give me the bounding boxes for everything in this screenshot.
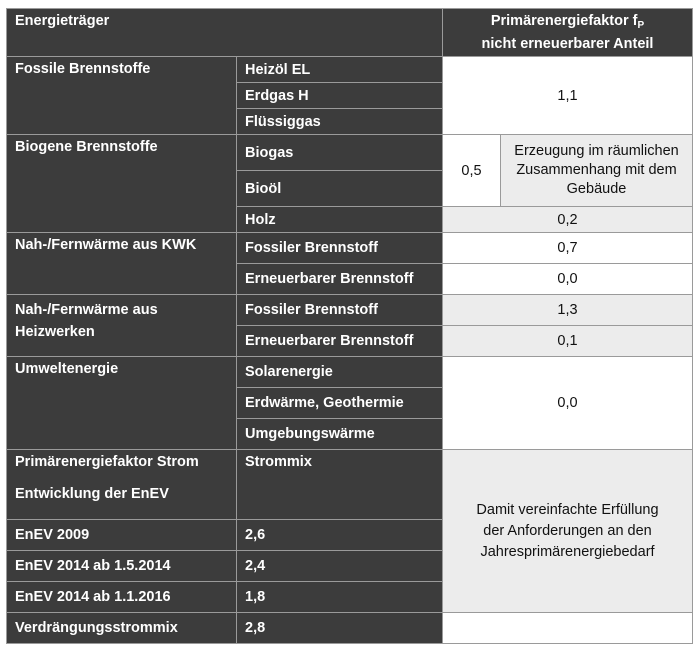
group-biogen: Biogene Brennstoffe bbox=[7, 135, 237, 233]
item-heizwerk-erneuerbar: Erneuerbarer Brennstoff bbox=[237, 326, 443, 357]
header-factor-subscript: P bbox=[637, 19, 645, 31]
item-umgebungswaerme: Umgebungswärme bbox=[237, 419, 443, 450]
item-solar: Solarenergie bbox=[237, 357, 443, 388]
enev-2009-label: EnEV 2009 bbox=[7, 520, 237, 551]
group-heizwerk: Nah-/Fernwärme aus Heizwerken bbox=[7, 295, 237, 357]
group-umwelt: Umweltenergie bbox=[7, 357, 237, 450]
value-kwk-fossil: 0,7 bbox=[443, 233, 693, 264]
strom-sublabel: Entwicklung der EnEV bbox=[15, 486, 169, 502]
header-row bbox=[7, 9, 693, 57]
item-fluessiggas: Flüssiggas bbox=[237, 109, 443, 135]
table-row bbox=[7, 613, 693, 644]
verdraengung-value: 2,8 bbox=[237, 613, 443, 644]
group-kwk: Nah-/Fernwärme aus KWK bbox=[7, 233, 237, 295]
table-row bbox=[7, 295, 693, 326]
enev-2014a-value: 2,4 bbox=[237, 551, 443, 582]
enev-2009-value: 2,6 bbox=[237, 520, 443, 551]
header-energietraeger: Energieträger bbox=[7, 9, 443, 57]
value-kwk-erneuerbar: 0,0 bbox=[443, 264, 693, 295]
item-heizoel: Heizöl EL bbox=[237, 57, 443, 83]
table-row bbox=[7, 57, 693, 83]
item-geothermie: Erdwärme, Geothermie bbox=[237, 388, 443, 419]
value-heizwerk-fossil: 1,3 bbox=[443, 295, 693, 326]
item-strommix: Strommix bbox=[237, 450, 443, 520]
header-factor-line2: nicht erneuerbarer Anteil bbox=[481, 35, 654, 52]
table-row bbox=[7, 450, 693, 520]
enev-2014a-label: EnEV 2014 ab 1.5.2014 bbox=[7, 551, 237, 582]
table-row bbox=[7, 135, 693, 171]
item-biogas: Biogas bbox=[237, 135, 443, 171]
note-biogen: Erzeugung im räumlichen Zusammenhang mit dem Gebäude bbox=[501, 135, 693, 207]
value-umwelt: 0,0 bbox=[443, 357, 693, 450]
enev-2014b-value: 1,8 bbox=[237, 582, 443, 613]
item-kwk-erneuerbar: Erneuerbarer Brennstoff bbox=[237, 264, 443, 295]
value-heizwerk-erneuerbar: 0,1 bbox=[443, 326, 693, 357]
table-row bbox=[7, 357, 693, 388]
value-biogen: 0,5 bbox=[443, 135, 501, 207]
strom-label: Primärenergiefaktor Strom bbox=[15, 454, 199, 470]
note-strom: Damit vereinfachte Erfüllung der Anforderungen an den Jahresprimärenergiebedarf bbox=[443, 450, 693, 613]
enev-2014b-label: EnEV 2014 ab 1.1.2016 bbox=[7, 582, 237, 613]
item-heizwerk-fossil: Fossiler Brennstoff bbox=[237, 295, 443, 326]
table-row bbox=[7, 233, 693, 264]
item-biooel: Bioöl bbox=[237, 171, 443, 207]
group-strom bbox=[7, 450, 237, 520]
item-holz: Holz bbox=[237, 207, 443, 233]
group-fossil: Fossile Brennstoffe bbox=[7, 57, 237, 135]
item-erdgas: Erdgas H bbox=[237, 83, 443, 109]
value-fossil: 1,1 bbox=[443, 57, 693, 135]
primary-energy-factor-table bbox=[6, 8, 693, 644]
verdraengung-label: Verdrängungsstrommix bbox=[7, 613, 237, 644]
verdraengung-empty bbox=[443, 613, 693, 644]
header-factor-text: Primärenergiefaktor f bbox=[490, 12, 638, 29]
header-factor-line1 bbox=[451, 12, 684, 35]
value-holz: 0,2 bbox=[443, 207, 693, 233]
item-kwk-fossil: Fossiler Brennstoff bbox=[237, 233, 443, 264]
header-primary-energy-factor bbox=[443, 9, 693, 57]
